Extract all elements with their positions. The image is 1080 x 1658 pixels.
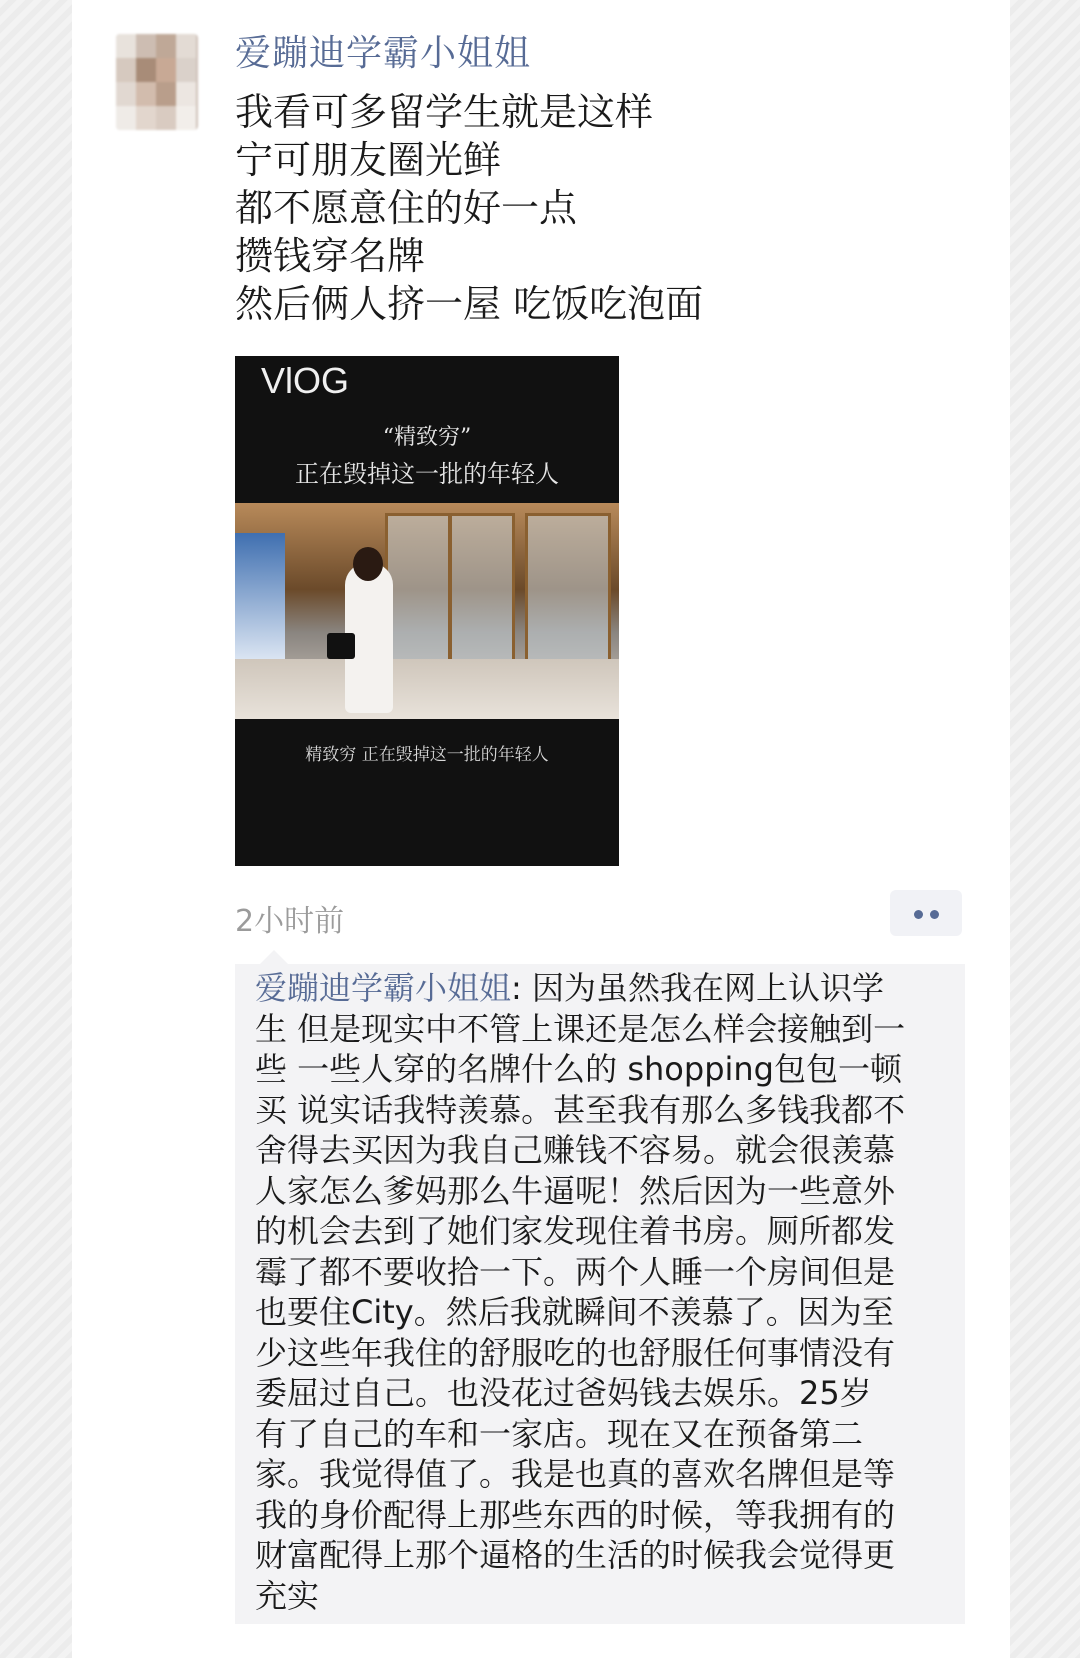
comment-text-line: 财富配得上那个逼格的生活的时候我会觉得更	[255, 1536, 896, 1574]
comment-author-name[interactable]: 爱蹦迪学霸小姐姐	[255, 969, 512, 1007]
page-background-right	[1010, 0, 1080, 1658]
post-line: 宁可朋友圈光鲜	[235, 138, 502, 182]
more-dot-icon	[930, 910, 939, 919]
post-line: 都不愿意住的好一点	[235, 186, 578, 230]
video-thumbnail[interactable]	[235, 356, 619, 866]
comment-section	[235, 964, 965, 1624]
more-actions-button[interactable]	[890, 890, 962, 936]
comment-item[interactable]	[255, 968, 955, 1616]
more-dot-icon	[914, 910, 923, 919]
comment-text-line: 生 但是现实中不管上课还是怎么样会接触到一	[255, 1009, 906, 1048]
scene-handbag	[327, 633, 355, 659]
video-frame-image	[235, 503, 619, 719]
comment-text-line: 霉了都不要收拾一下。两个人睡一个房间但是	[255, 1252, 896, 1291]
avatar[interactable]	[116, 34, 198, 130]
page-background-left	[0, 0, 72, 1658]
post-line: 然后俩人挤一屋 吃饭吃泡面	[235, 282, 704, 326]
video-title-line1: “精致穷”	[382, 425, 472, 450]
scene-person-head	[353, 547, 383, 581]
comment-text-line: 有了自己的车和一家店。现在又在预备第二	[255, 1414, 864, 1453]
moment-post	[72, 0, 1010, 1658]
comment-text-line: 人家怎么爹妈那么牛逼呢！然后因为一些意外	[255, 1171, 896, 1210]
comment-pointer	[260, 950, 288, 964]
scene-banner	[235, 533, 285, 663]
comment-text-line: 也要住City。然后我就瞬间不羡慕了。因为至	[255, 1293, 894, 1331]
post-line: 我看可多留学生就是这样	[235, 90, 654, 134]
comment-text-line: 些 一些人穿的名牌什么的 shopping包包一顿	[255, 1050, 902, 1088]
post-author-name[interactable]: 爱蹦迪学霸小姐姐	[235, 33, 532, 74]
video-badge: VlOG	[261, 360, 350, 401]
comment-text-line: 充实	[255, 1576, 320, 1615]
comment-text-line: 买 说实话我特羡慕。甚至我有那么多钱我都不	[255, 1090, 906, 1129]
comment-text-line: : 因为虽然我在网上认识学	[511, 969, 884, 1007]
comment-text-line: 舍得去买因为我自己赚钱不容易。就会很羡慕	[255, 1131, 896, 1169]
post-timestamp: 2小时前	[235, 904, 345, 939]
video-title-line2: 正在毁掉这一批的年轻人	[295, 460, 559, 488]
comment-text-line: 的机会去到了她们家发现住着书房。厕所都发	[255, 1212, 896, 1250]
video-caption: 精致穷 正在毁掉这一批的年轻人	[305, 745, 549, 765]
post-line: 攒钱穿名牌	[235, 234, 426, 278]
comment-first-line	[255, 968, 955, 1009]
post-body	[235, 88, 703, 328]
comment-text-line: 少这些年我住的舒服吃的也舒服任何事情没有	[255, 1333, 896, 1372]
scene-floor	[235, 659, 619, 719]
comment-text-line: 家。我觉得值了。我是也真的喜欢名牌但是等	[255, 1455, 896, 1493]
comment-text-line: 委屈过自己。也没花过爸妈钱去娱乐。25岁	[255, 1374, 872, 1412]
comment-text-line: 我的身价配得上那些东西的时候，等我拥有的	[255, 1495, 896, 1534]
